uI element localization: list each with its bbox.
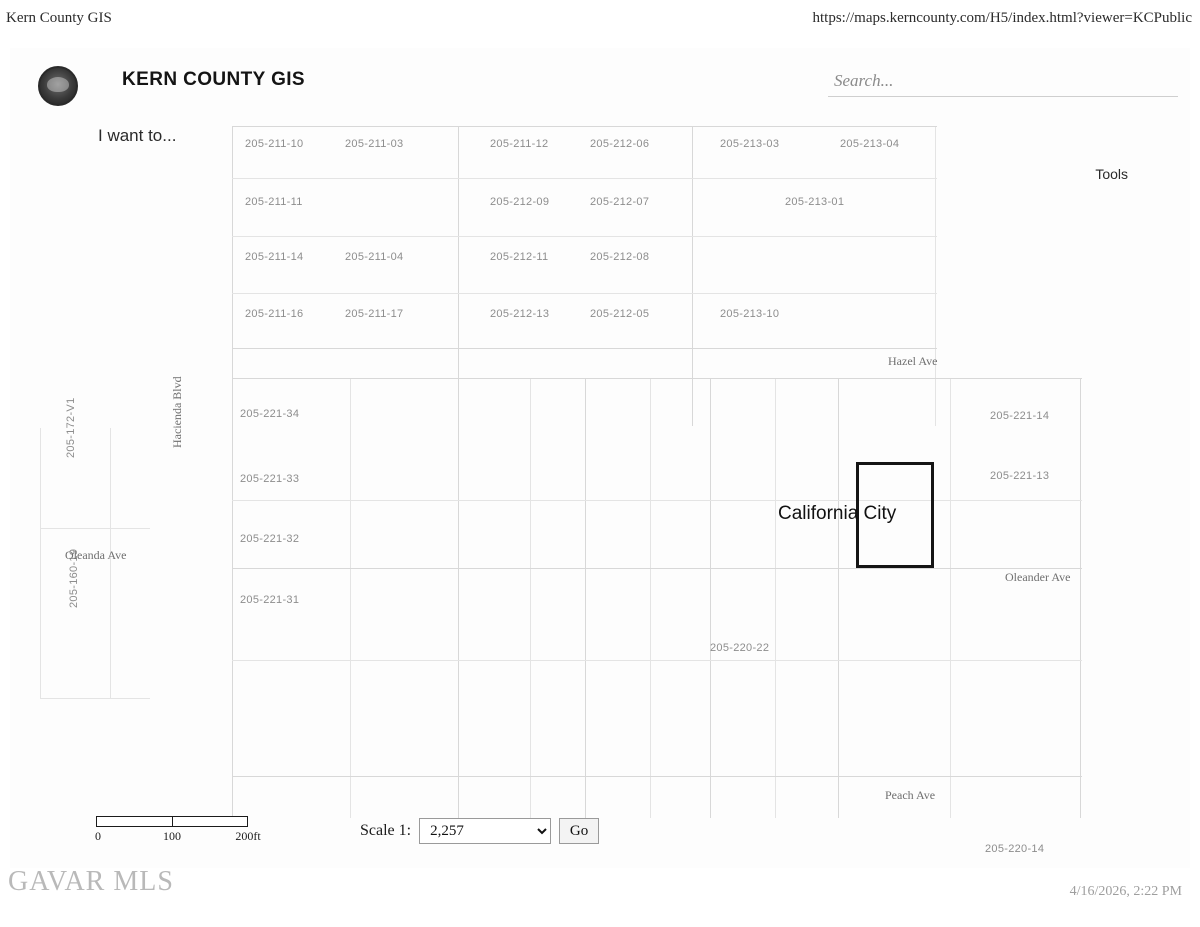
- parcel-label: 205-212-13: [490, 308, 550, 320]
- parcel-label: 205-211-10: [245, 138, 304, 150]
- parcel-label: 205-212-05: [590, 308, 650, 320]
- map-grid-line: [232, 178, 937, 179]
- street-label: Oleanda Ave: [65, 548, 127, 562]
- parcel-label: 205-212-09: [490, 196, 550, 208]
- county-seal-icon: [38, 66, 78, 106]
- map-grid-line: [232, 348, 937, 349]
- map-scalebar: [95, 816, 261, 845]
- map-grid-line: [232, 660, 1082, 661]
- scale-label: Scale 1:: [360, 822, 412, 839]
- parcel-label: 205-212-11: [490, 251, 549, 263]
- parcel-label: 205-160-19: [68, 548, 80, 608]
- parcel-label: 205-221-33: [240, 473, 300, 485]
- parcel-label: 205-213-01: [785, 196, 845, 208]
- map-grid-line: [40, 698, 150, 699]
- parcel-label: 205-211-03: [345, 138, 404, 150]
- map-grid-line: [692, 126, 693, 426]
- map-grid-line: [40, 528, 150, 529]
- scale-control: [360, 818, 599, 844]
- i-want-to-menu[interactable]: I want to...: [98, 126, 177, 145]
- parcel-label: 205-212-08: [590, 251, 650, 263]
- parcel-label: 205-213-03: [720, 138, 780, 150]
- parcel-label: 205-221-32: [240, 533, 300, 545]
- map-grid-line: [710, 378, 711, 818]
- parcel-label: 205-211-14: [245, 251, 304, 263]
- parcel-label: 205-212-07: [590, 196, 650, 208]
- map-grid-line: [232, 500, 1082, 501]
- print-header-title: Kern County GIS: [6, 10, 112, 26]
- parcel-label: 205-211-11: [245, 196, 303, 208]
- tools-button[interactable]: Tools: [1095, 166, 1128, 182]
- scalebar-tick: [172, 817, 173, 826]
- map-grid-line: [458, 378, 459, 818]
- scalebar-label-0: 0: [95, 829, 101, 843]
- street-label: Hazel Ave: [888, 354, 938, 368]
- scalebar-labels: [95, 829, 261, 845]
- print-timestamp: 4/16/2026, 2:22 PM: [1069, 884, 1182, 899]
- map-grid-line: [110, 428, 111, 698]
- map-grid-line: [530, 378, 531, 818]
- parcel-label: 205-221-13: [990, 470, 1050, 482]
- parcel-label: 205-220-22: [710, 642, 770, 654]
- scale-go-button[interactable]: Go: [559, 818, 599, 844]
- parcel-label: 205-221-14: [990, 410, 1050, 422]
- map-grid-line: [232, 378, 1082, 379]
- map-grid-line: [232, 568, 1082, 569]
- map-grid-line: [40, 428, 41, 698]
- map-grid-line: [775, 378, 776, 818]
- scalebar-rule: [96, 816, 248, 827]
- print-header: [0, 10, 1200, 36]
- parcel-label: 205-211-04: [345, 251, 404, 263]
- map-grid-line: [1080, 378, 1081, 818]
- map-grid-line: [232, 293, 937, 294]
- map-grid-line: [232, 236, 937, 237]
- street-label: Hacienda Blvd: [170, 376, 184, 448]
- scale-select[interactable]: [419, 818, 551, 844]
- scalebar-label-200: 200ft: [235, 829, 261, 843]
- map-grid-line: [950, 378, 951, 818]
- gis-application: [10, 48, 1190, 868]
- parcel-label: 205-172-V1: [65, 397, 77, 458]
- map-grid-line: [232, 776, 1082, 777]
- map-grid-line: [232, 126, 937, 127]
- street-label: Oleander Ave: [1005, 570, 1071, 584]
- app-header: [10, 48, 1190, 110]
- app-title: KERN COUNTY GIS: [122, 69, 306, 90]
- scalebar-label-100: 100: [163, 829, 181, 843]
- street-label: Peach Ave: [885, 788, 936, 802]
- map-grid-line: [232, 378, 233, 818]
- parcel-label: 205-213-04: [840, 138, 900, 150]
- parcel-label: 205-211-16: [245, 308, 304, 320]
- map-grid-line: [935, 126, 936, 426]
- map-grid-line: [350, 378, 351, 818]
- map-canvas[interactable]: [10, 48, 1190, 868]
- map-grid-line: [650, 378, 651, 818]
- parcel-label: 205-212-06: [590, 138, 650, 150]
- map-grid-line: [585, 378, 586, 818]
- watermark-gavar-mls: GAVAR MLS: [8, 866, 174, 897]
- search-input[interactable]: [828, 66, 1178, 97]
- map-grid-line: [838, 378, 839, 818]
- place-label-california-city: California City: [778, 503, 897, 524]
- parcel-label: 205-211-17: [345, 308, 404, 320]
- parcel-label: 205-220-14: [985, 843, 1045, 855]
- parcel-label: 205-221-31: [240, 594, 300, 606]
- parcel-label: 205-213-10: [720, 308, 780, 320]
- parcel-label: 205-211-12: [490, 138, 549, 150]
- parcel-label: 205-221-34: [240, 408, 300, 420]
- print-header-url: https://maps.kerncounty.com/H5/index.html?viewer=KCPublic: [812, 10, 1192, 26]
